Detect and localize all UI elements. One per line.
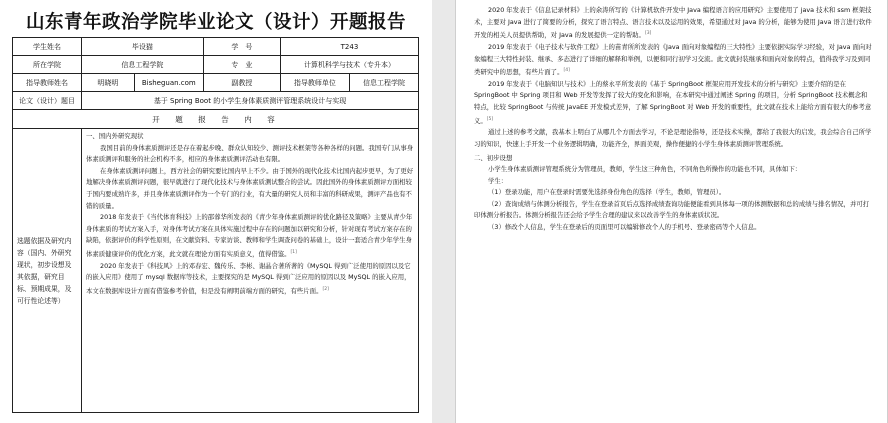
document-title: 山东青年政治学院毕业论文（设计）开题报告: [25, 12, 406, 33]
advisor-title: 副教授: [203, 74, 280, 92]
report-page-left: [0, 0, 432, 423]
left-text-body: [86, 131, 414, 298]
paragraph-text: 一、国内外研究现状: [86, 132, 144, 140]
paragraph-text: 2020 年发表于《科技风》上的邓春宏、魏传乐、李彬、谢晶合著所著的《MySQL 得到广泛使用的原因以及它的嵌入应用》使用了 mysql 数据库等技术，主要探究的是 MySQL 得到广泛应用的原因以及 MySQL 的嵌入应用，本文在数据库设计方面有借鉴参考价值，但是没有阐明前端方面的研究，有些片面。: [86, 261, 411, 295]
row-content: [13, 129, 419, 413]
paragraph-text: 2018 年发表于《当代体育科技》上的邵蓉华所发表的《青少年身体素质测评的优化路径及策略》主要从青少年身体素质的考试方案入手，对身体考试方案在具体实施过程中存在的问题加以研究和分析，针对现有考试方案存在的缺陷，依据评价的科学性原则，在文献资料、专家访谈、教师和学生调查问卷的基础上，设计一套适合青少年学生身体素质健康评价的优化方案，此文就在理论方面有实质意义，值得借鉴。: [86, 213, 413, 259]
paragraph: [474, 127, 872, 150]
paragraph-text: （3）修改个人信息，学生在登录后的页面里可以编辑修改个人的手机号、登录密码等个人信息。: [488, 223, 761, 232]
citation-ref: [4]: [563, 68, 570, 74]
paragraph: [474, 5, 872, 42]
paragraph-text: 通过上述的参考文献，我基本上明白了从哪几个方面去学习，不论是理论指导，还是技术实操，都给了我很大的启发，我会综合自己所学习的知识，快速上手开发一个业务逻辑明确，功能齐全，界面美观，操作便捷的小学生身体素质测评管理系统。: [474, 128, 872, 148]
paragraph-text: 小学生身体素质测评管理系统分为管理员，教师，学生这三种角色，不同角色所操作的功能也不同，具体如下：: [488, 165, 802, 174]
row-college: [13, 56, 419, 74]
row-student: [13, 38, 419, 56]
college: 信息工程学院: [82, 56, 204, 74]
college-label: 所在学院: [13, 56, 82, 74]
thesis-title-label: 论文（设计）题目: [13, 92, 82, 110]
right-text-body: [474, 5, 872, 234]
paragraph-text: （1）登录功能，用户在登录时需要先选择身份角色的选择（学生，教师，管理员）。: [488, 188, 726, 197]
student-name-label: 学生姓名: [13, 38, 82, 56]
paragraph: [86, 166, 414, 212]
major-label: 专 业: [203, 56, 280, 74]
paragraph: [474, 187, 872, 199]
student-no: T243: [280, 38, 418, 56]
row-thesis-title: [13, 92, 419, 110]
paragraph: [474, 79, 872, 128]
paragraph-text: 在身体素质测评问题上，西方社会的研究要比国内早上不少。由于国外的现代化技术比国内起步更早，为了更好地解决身体素质测评问题，很早就进行了现代化技术与身体素质测试整合的尝试。因此国外的身体素质测评方面相较于国内要成熟许多，并且身体素质测评作为一个专门的行业，有大量的研究人员和丰富的科研成果，测评产品也有不错的质量。: [86, 166, 414, 210]
major: 计算机科学与技术（专升本）: [280, 56, 418, 74]
paragraph-text: 我国目前的身体素质测评还是存在着起步晚、群众认知较少、测评技术框架等各种各样的问题。我国专门从事身体素质测评和服务的社会机构不多，相应的身体素质测评活动也有限。: [86, 143, 414, 164]
student-name: 毕设猫: [82, 38, 204, 56]
student-no-label: 学 号: [203, 38, 280, 56]
paragraph: [474, 176, 872, 188]
paragraph: [86, 143, 414, 166]
advisor-unit: 信息工程学院: [349, 74, 418, 92]
thesis-title: 基于 Spring Boot 的小学生身体素质测评管理系统设计与实现: [82, 92, 419, 110]
paragraph-text: 2019 年发表于《电子技术与软件工程》上的苗青所所发表的《Java 面向对象编程的三大特性》主要依据实际学习经验，对 Java 面向对象编程三大特性封装、继承、多态进行了详细的解释和举例，以便和同行初学习交流。此文就封装继承和面向对象的特点，值得我学习及到同类研究中的思想，有些片面了。: [474, 42, 872, 77]
advisor-unit-label: 指导教师单位: [280, 74, 349, 92]
page-gap: [432, 0, 455, 423]
paragraph: [86, 261, 414, 298]
advisor-site: Bisheguan.com: [134, 74, 203, 92]
row-advisor: [13, 74, 419, 92]
section-title: 开 题 报 告 内 容: [13, 110, 419, 129]
paragraph-text: 学生：: [488, 176, 508, 185]
report-page-right: [455, 0, 888, 423]
section-heading: [474, 153, 872, 165]
report-content: [82, 129, 419, 413]
section-heading: [86, 131, 414, 143]
citation-ref: [3]: [644, 31, 652, 37]
paragraph-text: 二、初步设想: [474, 153, 513, 162]
citation-ref: [2]: [322, 286, 329, 292]
advisor-name: 明晓明: [82, 74, 135, 92]
info-table: [12, 37, 419, 413]
paragraph: [474, 164, 872, 176]
side-label: 选题依据及研究内容（国内、外研究现状，初步设想及其依据，研究目标、预期成果，及可行性论述等）: [13, 129, 82, 413]
paragraph: [474, 199, 872, 222]
paragraph: [86, 212, 414, 261]
advisor-label: 指导教师姓名: [13, 74, 82, 92]
paragraph-text: 2019 年发表于《电脑知识与技术》上的蔡永平所发表的《基于 SpringBoot 框架应用开发技术的分析与研究》主要介绍的是在 SpringBoot 中 Spring 项目和 Web 开发等发挥了较大的变化和影响，在本研究中通过阐述 Spring 的项目，分析 SpringBoot 技术概念和特点，比较 SpringBoot 与传统 JavaEE 开发模式差异，了解 SpringBoot 对 Web 开发的重要性，此文就在技术上能给方面有很大的参考意义。: [474, 79, 872, 125]
paragraph: [474, 222, 872, 234]
paragraph-text: （2）查询成绩与体测分析报告，学生在登录首页后点选择成绩查询功能便能看到具体每一项的体测数据和总的成绩与排名情况，并可打印体测分析报告。体测分析报告还会给予学生合理的建议来以改善学生的身体素质状况。: [474, 199, 870, 220]
citation-ref: [5]: [486, 116, 494, 122]
row-section-title: [13, 110, 419, 129]
paragraph-text: 2020 年发表于《信息记录材料》上的余涛所写的《计算机软件开发中 Java 编程语言的应用研究》主要使用了 java 技术和 ssm 框架技术，主要对 Java 进行了简要的分析，探究了语言特点、语言技术以及运用的效果，希望通过对 Java 的分析，能够为使用 Java 语言进行软件开发的相关人员提供帮助，对 Java 的发展提供一定的帮助。: [474, 6, 872, 40]
paragraph: [474, 42, 872, 79]
citation-ref: [1]: [290, 249, 297, 255]
